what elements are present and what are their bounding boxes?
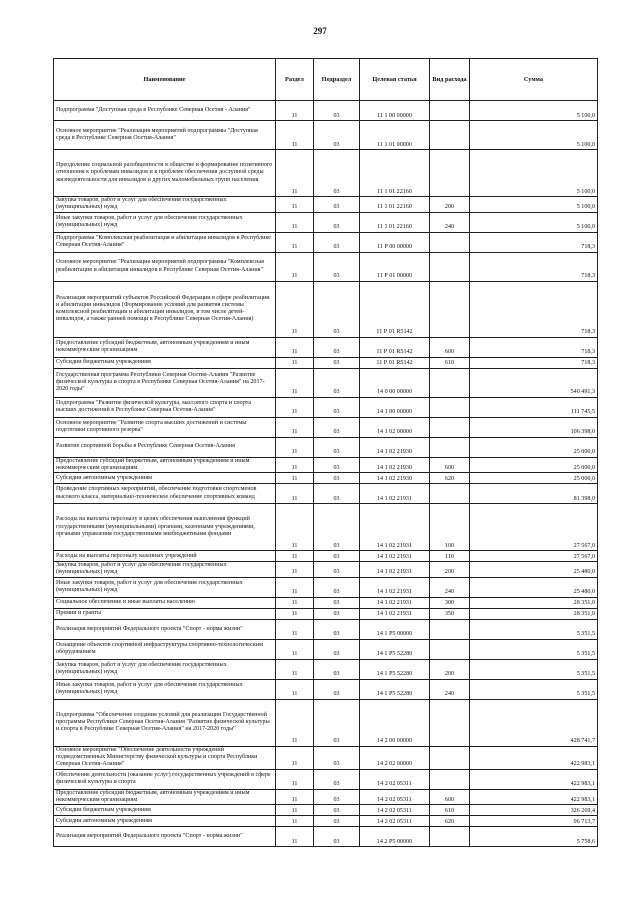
row-expense-type: 110 [430, 551, 470, 562]
row-target: 14 2 P5 00000 [360, 827, 430, 847]
row-target: 14 2 02 05311 [360, 816, 430, 827]
row-section: 11 [276, 212, 314, 232]
table-row [54, 789, 598, 805]
row-amount: 540 491,3 [470, 368, 598, 397]
table-row [54, 805, 598, 816]
row-name: Основное мероприятие "Реализация мероприятий подпрограммы "Комплексная реабилитация и абилитация инвалидов в Республике Северная Осетия-Алания" [54, 252, 276, 281]
row-name: Подпрограмма "Комплексная реабилитация и абилитация инвалидов в Республике Северная Осетия-Алания" [54, 232, 276, 252]
row-name: Иные закупки товаров, работ и услуг для обеспечения государственных (муниципальных) нужд [54, 679, 276, 699]
header-section: Раздел [276, 59, 314, 101]
table-row [54, 197, 598, 213]
row-section: 11 [276, 337, 314, 357]
table-row [54, 252, 598, 281]
row-expense-type [430, 101, 470, 121]
row-amount: 422 983,1 [470, 769, 598, 789]
row-name: Предоставление субсидий бюджетным, автономным учреждениям и иным некоммерческим организациям [54, 789, 276, 805]
row-expense-type [430, 639, 470, 659]
row-name: Подпрограмма "Обеспечение создания условий для реализации Государственной программы Республики Северная Осетия-Алания "Развитие физической культуры и спорта в Республике Северная Осетия-Алания" на 2017-2020 годы" [54, 699, 276, 746]
row-name: Иные закупки товаров, работ и услуг для обеспечения государственных (муниципальных) нужд [54, 577, 276, 597]
row-section: 11 [276, 679, 314, 699]
row-amount: 25 000,0 [470, 473, 598, 484]
row-target: 11 1 00 00000 [360, 101, 430, 121]
row-name: Основное мероприятие "Развитие спорта высших достижений и системы подготовки спортивного резерва" [54, 417, 276, 437]
row-section: 11 [276, 597, 314, 608]
row-section: 11 [276, 281, 314, 337]
row-subsection: 03 [314, 577, 360, 597]
row-target: 11 Р 01 R5142 [360, 337, 430, 357]
row-amount: 718,3 [470, 281, 598, 337]
row-section: 11 [276, 150, 314, 197]
row-target: 14 1 02 21931 [360, 504, 430, 551]
table-body [54, 101, 598, 847]
row-target: 14 2 02 05311 [360, 769, 430, 789]
row-amount: 28 351,0 [470, 597, 598, 608]
row-target: 11 1 01 00000 [360, 121, 430, 150]
row-expense-type [430, 281, 470, 337]
table-row [54, 368, 598, 397]
row-subsection: 03 [314, 417, 360, 437]
row-target: 11 1 01 22160 [360, 212, 430, 232]
row-amount: 5 351,5 [470, 659, 598, 679]
row-expense-type [430, 252, 470, 281]
header-name: Наименование [54, 59, 276, 101]
row-section: 11 [276, 437, 314, 457]
row-name: Проведение спортивных мероприятий, обеспечение подготовки спортсменов высокого класса, материально-техническое обеспечение спортивных команд [54, 484, 276, 504]
row-name: Субсидии автономным учреждениям [54, 816, 276, 827]
page-number: 297 [313, 26, 327, 36]
row-subsection: 03 [314, 608, 360, 619]
table-row [54, 608, 598, 619]
row-amount: 5 100,0 [470, 197, 598, 213]
row-subsection: 03 [314, 562, 360, 578]
table-row [54, 150, 598, 197]
row-subsection: 03 [314, 121, 360, 150]
row-name: Предоставление субсидий бюджетным, автономным учреждениям и иным некоммерческим организациям [54, 457, 276, 473]
row-section: 11 [276, 746, 314, 769]
row-section: 11 [276, 232, 314, 252]
row-subsection: 03 [314, 597, 360, 608]
row-amount: 96 713,7 [470, 816, 598, 827]
row-target: 11 Р 01 R5142 [360, 281, 430, 337]
row-amount: 718,3 [470, 337, 598, 357]
row-amount: 28 351,0 [470, 608, 598, 619]
row-subsection: 03 [314, 639, 360, 659]
row-subsection: 03 [314, 150, 360, 197]
row-name: Развитие спортивной борьбы в Республике Северная Осетия-Алания [54, 437, 276, 457]
table-row [54, 639, 598, 659]
row-amount: 5 351,5 [470, 639, 598, 659]
row-name: Основное мероприятие "Реализация мероприятий подпрограммы "Доступная среда в Республике Северная Осетия-Алания" [54, 121, 276, 150]
row-name: Расходы на выплаты персоналу казенных учреждений [54, 551, 276, 562]
row-section: 11 [276, 397, 314, 417]
row-section: 11 [276, 551, 314, 562]
row-section: 11 [276, 769, 314, 789]
row-target: 14 1 P5 52280 [360, 679, 430, 699]
row-subsection: 03 [314, 397, 360, 417]
table-row [54, 473, 598, 484]
row-name: Иные закупки товаров, работ и услуг для обеспечения государственных (муниципальных) нужд [54, 212, 276, 232]
row-subsection: 03 [314, 827, 360, 847]
row-expense-type: 620 [430, 816, 470, 827]
row-subsection: 03 [314, 252, 360, 281]
row-amount: 27 567,0 [470, 504, 598, 551]
row-expense-type: 100 [430, 504, 470, 551]
row-subsection: 03 [314, 212, 360, 232]
row-amount: 5 758,6 [470, 827, 598, 847]
row-section: 11 [276, 789, 314, 805]
table-row [54, 281, 598, 337]
row-section: 11 [276, 699, 314, 746]
table-row [54, 619, 598, 639]
row-amount: 81 398,0 [470, 484, 598, 504]
row-subsection: 03 [314, 357, 360, 368]
row-section: 11 [276, 816, 314, 827]
row-amount: 5 351,5 [470, 679, 598, 699]
table-row [54, 746, 598, 769]
row-name: Основное мероприятие "Обеспечение деятельности учреждений подведомственных Министерству физической культуры и спорта Республики Северная Осетия-Алания" [54, 746, 276, 769]
row-name: Субсидии бюджетным учреждениям [54, 357, 276, 368]
row-name: Закупка товаров, работ и услуг для обеспечения государственных (муниципальных) нужд [54, 562, 276, 578]
table-row [54, 597, 598, 608]
row-subsection: 03 [314, 337, 360, 357]
row-subsection: 03 [314, 437, 360, 457]
row-name: Субсидии автономным учреждениям [54, 473, 276, 484]
table-row [54, 484, 598, 504]
row-target: 11 Р 01 00000 [360, 252, 430, 281]
header-amount: Сумма [470, 59, 598, 101]
header-subsection: Подраздел [314, 59, 360, 101]
row-name: Подпрограмма "Доступная среда в Республике Северная Осетия - Алания" [54, 101, 276, 121]
row-subsection: 03 [314, 484, 360, 504]
row-target: 14 1 02 21930 [360, 457, 430, 473]
row-expense-type: 240 [430, 212, 470, 232]
row-target: 14 1 02 21930 [360, 437, 430, 457]
table-row [54, 337, 598, 357]
row-amount: 27 567,0 [470, 551, 598, 562]
table-row [54, 212, 598, 232]
row-amount: 428 741,7 [470, 699, 598, 746]
row-target: 11 Р 01 R5142 [360, 357, 430, 368]
row-section: 11 [276, 639, 314, 659]
row-subsection: 03 [314, 789, 360, 805]
row-expense-type [430, 484, 470, 504]
row-subsection: 03 [314, 197, 360, 213]
row-target: 14 1 02 21930 [360, 473, 430, 484]
row-subsection: 03 [314, 619, 360, 639]
row-expense-type [430, 699, 470, 746]
row-expense-type [430, 150, 470, 197]
row-target: 14 2 02 05311 [360, 805, 430, 816]
table-row [54, 101, 598, 121]
row-target: 14 0 00 00000 [360, 368, 430, 397]
row-name: Государственная программа Республики Северная Осетия-Алания "Развитие физической культуры и спорта в Республике Северная Осетия-Алания" на 2017-2020 годы" [54, 368, 276, 397]
row-name: Предоставление субсидий бюджетным, автономным учреждениям и иным некоммерческим организациям [54, 337, 276, 357]
budget-table [53, 58, 598, 847]
row-name: Преодоление социальной разобщенности в обществе и формирование позитивного отношения к проблемам инвалидов и к проблеме обеспечения доступной среды жизнедеятельности для инвалидов и других маломобильных групп населения [54, 150, 276, 197]
row-expense-type: 200 [430, 659, 470, 679]
row-subsection: 03 [314, 699, 360, 746]
row-expense-type: 200 [430, 197, 470, 213]
row-subsection: 03 [314, 457, 360, 473]
row-subsection: 03 [314, 368, 360, 397]
header-expense-type: Вид расхода [430, 59, 470, 101]
row-name: Оснащение объектов спортивной инфраструктуры спортивно-технологическим оборудованием [54, 639, 276, 659]
row-section: 11 [276, 577, 314, 597]
row-section: 11 [276, 197, 314, 213]
row-section: 11 [276, 504, 314, 551]
row-subsection: 03 [314, 816, 360, 827]
row-name: Подпрограмма "Развитие физической культуры, массового спорта и спорта высших достижений в Республике Северная Осетия-Алания" [54, 397, 276, 417]
row-expense-type: 610 [430, 805, 470, 816]
row-target: 14 2 02 00000 [360, 746, 430, 769]
table-row [54, 699, 598, 746]
row-name: Социальное обеспечение и иные выплаты населению [54, 597, 276, 608]
row-section: 11 [276, 659, 314, 679]
row-name: Реализация мероприятий Федерального проекта "Спорт - норма жизни" [54, 827, 276, 847]
row-expense-type: 600 [430, 457, 470, 473]
row-section: 11 [276, 827, 314, 847]
row-expense-type: 300 [430, 597, 470, 608]
row-amount: 25 480,0 [470, 562, 598, 578]
row-target: 11 1 01 22160 [360, 197, 430, 213]
row-section: 11 [276, 101, 314, 121]
table-row [54, 659, 598, 679]
table-row [54, 397, 598, 417]
row-amount: 326 269,4 [470, 805, 598, 816]
row-name: Реализация мероприятий Федерального проекта "Спорт - норма жизни" [54, 619, 276, 639]
row-subsection: 03 [314, 551, 360, 562]
row-amount: 718,3 [470, 357, 598, 368]
row-expense-type: 200 [430, 562, 470, 578]
row-name: Расходы на выплаты персоналу в целях обеспечения выполнения функций государственными (муниципальными) органами, казенными учреждениями, органами управления государственными внебюджетными фондами [54, 504, 276, 551]
row-subsection: 03 [314, 659, 360, 679]
row-name: Премии и гранты [54, 608, 276, 619]
row-expense-type: 240 [430, 679, 470, 699]
row-amount: 5 100,0 [470, 101, 598, 121]
row-target: 14 1 02 21931 [360, 484, 430, 504]
row-subsection: 03 [314, 504, 360, 551]
row-amount: 106 398,0 [470, 417, 598, 437]
row-expense-type: 600 [430, 337, 470, 357]
row-expense-type: 610 [430, 357, 470, 368]
row-amount: 5 100,0 [470, 150, 598, 197]
header-target: Целевая статья [360, 59, 430, 101]
row-section: 11 [276, 619, 314, 639]
row-section: 11 [276, 608, 314, 619]
row-expense-type [430, 619, 470, 639]
table-row [54, 827, 598, 847]
row-name: Субсидии бюджетным учреждениям [54, 805, 276, 816]
row-target: 14 1 02 21931 [360, 597, 430, 608]
row-subsection: 03 [314, 746, 360, 769]
row-subsection: 03 [314, 679, 360, 699]
table-row [54, 457, 598, 473]
row-amount: 422 983,1 [470, 746, 598, 769]
row-subsection: 03 [314, 805, 360, 816]
row-section: 11 [276, 484, 314, 504]
row-expense-type [430, 232, 470, 252]
row-expense-type: 620 [430, 473, 470, 484]
row-expense-type [430, 397, 470, 417]
table-row [54, 679, 598, 699]
row-amount: 5 100,0 [470, 212, 598, 232]
row-name: Реализация мероприятий субъектов Российской Федерации в сфере реабилитации и абилитации инвалидов (Формирование условий для развития системы комплексной реабилитации и абилитации инвалидов, в том числе детей-инвалидов, а также ранней помощи в Республике Северная Осетия-Алания) [54, 281, 276, 337]
row-expense-type: 350 [430, 608, 470, 619]
table-header-row [54, 59, 598, 101]
table-row [54, 417, 598, 437]
row-target: 14 1 P5 52280 [360, 639, 430, 659]
row-section: 11 [276, 252, 314, 281]
row-expense-type [430, 121, 470, 150]
row-amount: 5 100,0 [470, 121, 598, 150]
row-amount: 25 480,0 [470, 577, 598, 597]
table-row [54, 232, 598, 252]
row-expense-type: 240 [430, 577, 470, 597]
row-target: 14 1 02 21931 [360, 562, 430, 578]
row-target: 11 Р 00 00000 [360, 232, 430, 252]
table-row [54, 769, 598, 789]
row-amount: 25 000,0 [470, 457, 598, 473]
row-amount: 25 000,0 [470, 437, 598, 457]
row-amount: 111 745,5 [470, 397, 598, 417]
table-row [54, 562, 598, 578]
row-target: 11 1 01 22160 [360, 150, 430, 197]
row-section: 11 [276, 417, 314, 437]
row-section: 11 [276, 121, 314, 150]
row-amount: 718,3 [470, 232, 598, 252]
row-name: Обеспечение деятельности (оказание услуг) государственных учреждений в сфере физической культуры и спорта [54, 769, 276, 789]
table-row [54, 551, 598, 562]
row-section: 11 [276, 368, 314, 397]
table-row [54, 121, 598, 150]
table-row [54, 577, 598, 597]
row-section: 11 [276, 357, 314, 368]
row-target: 14 2 00 00000 [360, 699, 430, 746]
row-target: 14 1 P5 52280 [360, 659, 430, 679]
table-row [54, 357, 598, 368]
table-row [54, 504, 598, 551]
row-expense-type [430, 417, 470, 437]
row-subsection: 03 [314, 281, 360, 337]
row-subsection: 03 [314, 473, 360, 484]
row-expense-type [430, 769, 470, 789]
row-section: 11 [276, 457, 314, 473]
row-target: 14 1 02 21931 [360, 608, 430, 619]
row-amount: 5 351,5 [470, 619, 598, 639]
table-row [54, 437, 598, 457]
row-section: 11 [276, 473, 314, 484]
row-amount: 422 983,1 [470, 789, 598, 805]
row-amount: 718,3 [470, 252, 598, 281]
row-target: 14 1 00 00000 [360, 397, 430, 417]
row-target: 14 1 P5 00000 [360, 619, 430, 639]
row-expense-type: 600 [430, 789, 470, 805]
row-expense-type [430, 368, 470, 397]
row-section: 11 [276, 805, 314, 816]
row-target: 14 1 02 21931 [360, 577, 430, 597]
row-target: 14 1 02 21931 [360, 551, 430, 562]
row-expense-type [430, 827, 470, 847]
row-target: 14 2 02 05311 [360, 789, 430, 805]
row-target: 14 1 02 00000 [360, 417, 430, 437]
row-subsection: 03 [314, 769, 360, 789]
row-subsection: 03 [314, 232, 360, 252]
row-subsection: 03 [314, 101, 360, 121]
table-row [54, 816, 598, 827]
row-section: 11 [276, 562, 314, 578]
row-name: Закупка товаров, работ и услуг для обеспечения государственных (муниципальных) нужд [54, 197, 276, 213]
row-expense-type [430, 437, 470, 457]
row-name: Закупка товаров, работ и услуг для обеспечения государственных (муниципальных) нужд [54, 659, 276, 679]
row-expense-type [430, 746, 470, 769]
